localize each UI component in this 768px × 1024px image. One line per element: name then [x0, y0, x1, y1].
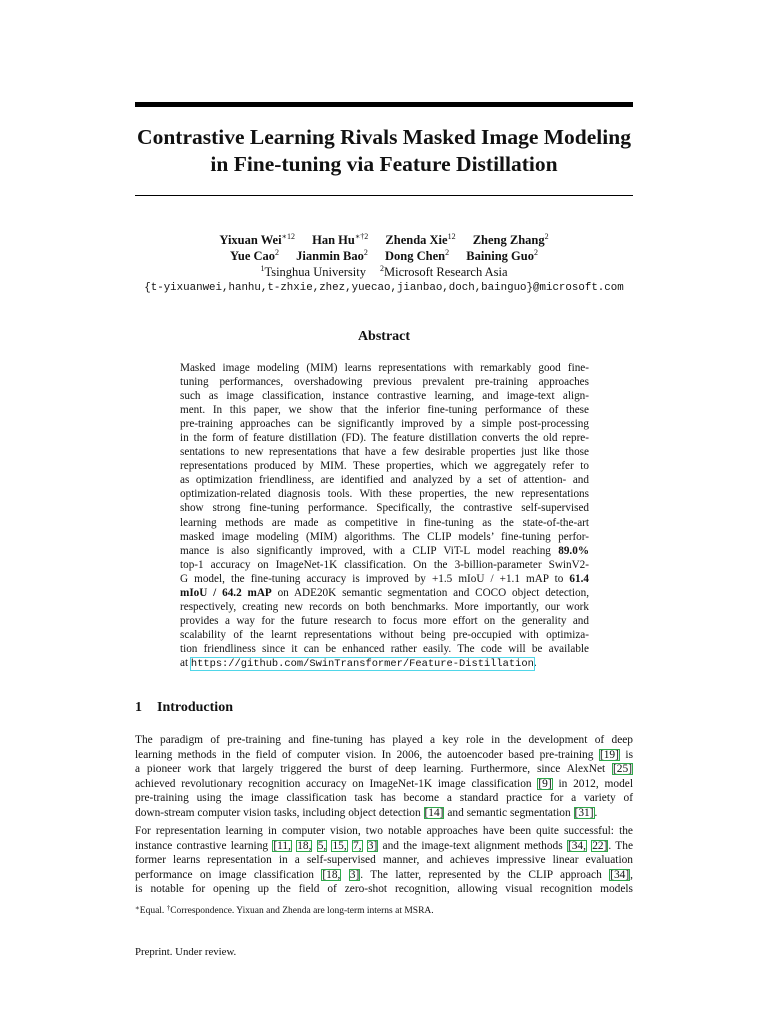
- abstract-line: such as image classification, instance contrastive learning, and image-text align-: [180, 390, 589, 403]
- citation-link[interactable]: 5,: [317, 839, 327, 852]
- body-line: instance contrastive learning [11, 18, 5, 15, 7, 3] and the image-text alignment methods [34, 22]. The: [135, 839, 634, 852]
- abstract-line: masked image modeling (MIM) algorithms. The CLIP models’ fine-tuning perfor-: [180, 530, 589, 543]
- citation-link[interactable]: [31]: [574, 806, 594, 819]
- citation-link[interactable]: 7,: [352, 839, 362, 852]
- citation-link[interactable]: [18,: [322, 868, 341, 881]
- abstract-line: respectively, creating new records on both benchmarks. More importantly, our work: [180, 600, 589, 613]
- abstract-text: [180, 361, 589, 671]
- abstract-line: scalability of the learnt representations without being pre-occupied with optimiza-: [180, 628, 589, 641]
- paper-title: [100, 124, 668, 178]
- body-line: performance on image classification [18, 3]. The latter, represented by the CLIP approach [34],: [135, 868, 633, 881]
- abstract-line: ment. In this paper, we show that the inferior fine-tuning performance of these: [180, 404, 589, 417]
- body-line: The paradigm of pre-training and fine-tuning has played a key role in the development of deep: [135, 734, 633, 746]
- author-name: Baining Guo$^2$: [466, 248, 538, 263]
- author-name: Dong Chen$^2$: [385, 248, 450, 263]
- body-line: former learns representation in a self-supervised manner, and achieves impressive linear evaluation: [135, 854, 633, 866]
- clip-result-bold: 89.0%: [558, 544, 589, 557]
- body-line: is notable for opening up the field of zero-shot recognition, allowing visual recognition models: [135, 883, 633, 895]
- body-line: learning methods in the field of computer vision. In 2006, the autoencoder based pre-training [19] is: [135, 748, 634, 761]
- body-line: pre-training using the image classification task has become a standard practice for a variety of: [135, 792, 633, 804]
- citation-link[interactable]: [9]: [538, 777, 552, 790]
- abstract-line: optimization-related diagnosis tools. With these properties, the new representations: [180, 488, 589, 501]
- body-line: a pioneer work that largely triggered the burst of deep learning. Furthermore, since AlexNet [25]: [135, 763, 632, 775]
- citation-link[interactable]: 22]: [592, 839, 608, 852]
- author-name: Jianmin Bao$^2$: [296, 248, 368, 263]
- title-line-1: Contrastive Learning Rivals Masked Image Modeling: [137, 125, 631, 149]
- citation-link[interactable]: [34,: [567, 839, 586, 852]
- intro-paragraph-1: [135, 733, 633, 820]
- abstract-line: mance is also significantly improved, with a CLIP ViT-L model reaching 89.0%: [180, 544, 589, 557]
- code-url-link[interactable]: https://github.com/SwinTransformer/Feature-Distillation: [190, 657, 534, 670]
- section-heading: [135, 700, 633, 716]
- body-line: achieved revolutionary recognition accuracy on ImageNet-1K image classification [9] in 2012, model: [135, 777, 633, 790]
- citation-link[interactable]: 18,: [297, 839, 312, 852]
- author-row-2: [60, 248, 708, 264]
- abstract-line: sentations to new representations that have a few desirable properties just like those: [180, 446, 589, 459]
- body-line: down-stream computer vision tasks, including object detection [14] and semantic segmentation [31].: [135, 806, 598, 819]
- abstract-line: tuning performances, overshadowing previous prevalent pre-training approaches: [180, 376, 589, 389]
- abstract-line: learning methods are made as competitive in fine-tuning as the state-of-the-art: [180, 516, 589, 529]
- abstract-line: Masked image modeling (MIM) learns representations with remarkably good fine-: [180, 362, 589, 374]
- affiliations: $^1$Tsinghua University $^2$Microsoft Research Asia: [260, 264, 508, 279]
- title-line-2: in Fine-tuning via Feature Distillation: [210, 152, 558, 176]
- swinv2-result-bold: 61.4: [569, 572, 589, 585]
- citation-link[interactable]: [14]: [424, 806, 444, 819]
- abstract-line: top-1 accuracy on ImageNet-1K classification. On the 3-billion-parameter SwinV2-: [180, 558, 589, 571]
- affiliation-2: Microsoft Research Asia: [383, 265, 508, 279]
- intro-paragraph-2: [135, 824, 633, 897]
- author-name: Han $Hu^{∗\dagger 2}$: [312, 232, 369, 247]
- swinv2-result-bold: mIoU / 64.2 mAP: [180, 586, 272, 599]
- abstract-line: tion friendliness since it can be enhanced rather easily. The code will be available: [180, 642, 589, 655]
- title-bottom-rule: [135, 195, 633, 196]
- abstract-heading: Abstract: [357, 329, 411, 344]
- section-number: 1: [135, 700, 142, 715]
- citation-link[interactable]: 15,: [332, 839, 347, 852]
- author-name: Yixuan Wei$^{∗12}$: [219, 232, 295, 247]
- author-block: [60, 232, 708, 296]
- citation-link[interactable]: 3]: [367, 839, 378, 852]
- section-title: Introduction: [157, 700, 233, 715]
- preprint-note: Preprint. Under review.: [135, 946, 237, 958]
- author-name: Zheng Zhang$^2$: [472, 232, 549, 247]
- author-row-1: [60, 232, 708, 248]
- abstract-line: pre-training approaches can be significantly improved by a simple post-processing: [180, 418, 589, 431]
- citation-link[interactable]: 3]: [349, 868, 360, 881]
- footnote: ∗Equal. †Correspondence. Yixuan and Zhenda are long-term interns at MSRA.: [135, 904, 434, 916]
- author-emails: {t-yixuanwei,hanhu,t-zhxie,zhez,yuecao,jianbao,doch,bainguo}@microsoft.com: [144, 282, 624, 294]
- author-name: Yue Cao$^2$: [230, 248, 280, 263]
- body-line: For representation learning in computer vision, two notable approaches have been quite successful: the: [135, 825, 633, 837]
- citation-link[interactable]: [34]: [610, 868, 630, 881]
- abstract-line: mIoU / 64.2 mAP on ADE20K semantic segmentation and COCO object detection,: [180, 586, 589, 599]
- abstract-line: representations produced by MIM. These properties, which we aggregately refer to: [180, 460, 589, 473]
- abstract-line: in the form of feature distillation (FD). The feature distillation converts the old repre-: [180, 432, 589, 445]
- citation-link[interactable]: [19]: [599, 748, 619, 761]
- abstract-line: provides a way for the future research to focus more effort on the generality and: [180, 614, 589, 627]
- abstract-line: show strong fine-tuning performance. Specifically, the contrastive self-supervised: [180, 502, 589, 515]
- affiliation-1: Tsinghua University: [264, 265, 366, 279]
- citation-link[interactable]: [25]: [613, 763, 632, 775]
- citation-link[interactable]: [11,: [273, 839, 291, 852]
- abstract-line: at https://github.com/SwinTransformer/Feature-Distillation.: [180, 656, 537, 670]
- abstract-line: G model, the fine-tuning accuracy is improved by +1.5 mIoU / +1.1 mAP to 61.4: [180, 572, 589, 585]
- author-name: Zhenda Xie$^{12}$: [385, 232, 456, 247]
- title-top-rule: [135, 102, 633, 107]
- abstract-line: as optimization friendliness, are identified and analyzed by a set of attention- and: [180, 474, 589, 487]
